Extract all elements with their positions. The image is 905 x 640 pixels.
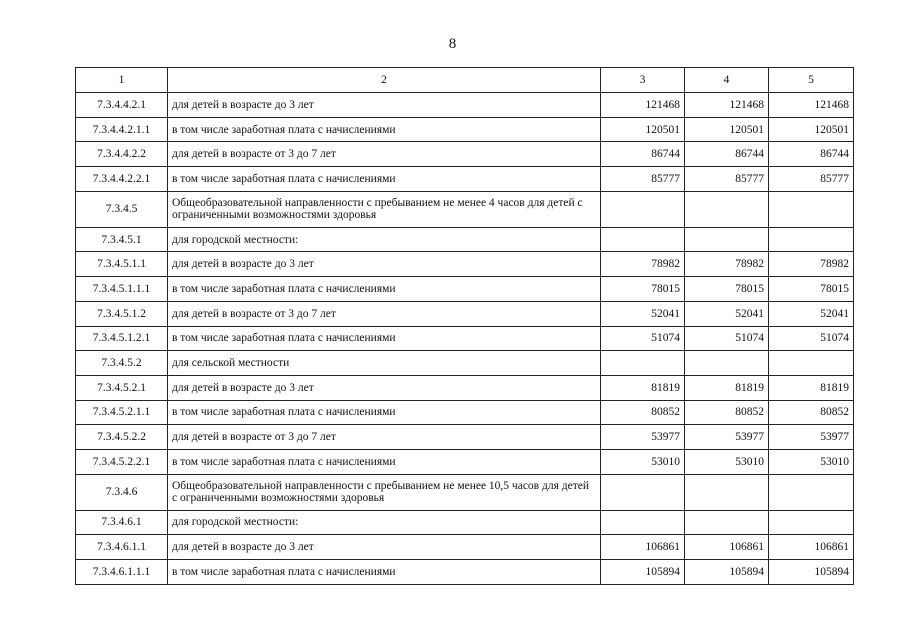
row-description: для городской местности: — [168, 227, 601, 252]
row-value-col-4: 86744 — [685, 142, 769, 167]
row-value-col-5: 80852 — [769, 400, 854, 425]
row-value-col-5 — [769, 191, 854, 227]
table-row — [76, 227, 854, 252]
row-value-col-5: 86744 — [769, 142, 854, 167]
header-col-4: 4 — [685, 68, 769, 93]
row-value-col-5 — [769, 510, 854, 535]
row-code: 7.3.4.5.1.1.1 — [76, 277, 168, 302]
row-value-col-5: 85777 — [769, 167, 854, 192]
row-value-col-5 — [769, 474, 854, 510]
table-row — [76, 375, 854, 400]
row-value-col-3: 105894 — [601, 560, 685, 585]
row-description: для детей в возрасте от 3 до 7 лет — [168, 425, 601, 450]
row-value-col-3: 78015 — [601, 277, 685, 302]
row-code: 7.3.4.6.1.1.1 — [76, 560, 168, 585]
row-value-col-4: 78015 — [685, 277, 769, 302]
table-row — [76, 449, 854, 474]
row-value-col-5: 53977 — [769, 425, 854, 450]
row-value-col-4: 53977 — [685, 425, 769, 450]
row-value-col-5: 78982 — [769, 252, 854, 277]
page-number: 8 — [448, 36, 457, 52]
row-value-col-4 — [685, 351, 769, 376]
row-value-col-3 — [601, 227, 685, 252]
row-value-col-3: 106861 — [601, 535, 685, 560]
header-col-5: 5 — [769, 68, 854, 93]
row-code: 7.3.4.5.2.2 — [76, 425, 168, 450]
table-row — [76, 510, 854, 535]
data-table — [75, 67, 854, 585]
row-value-col-4: 105894 — [685, 560, 769, 585]
row-code: 7.3.4.4.2.2.1 — [76, 167, 168, 192]
row-value-col-5: 105894 — [769, 560, 854, 585]
table-row — [76, 351, 854, 376]
row-description: для городской местности: — [168, 510, 601, 535]
row-code: 7.3.4.5.1.1 — [76, 252, 168, 277]
row-value-col-4: 51074 — [685, 326, 769, 351]
row-value-col-3 — [601, 510, 685, 535]
table-row — [76, 535, 854, 560]
table-row — [76, 252, 854, 277]
row-value-col-5: 121468 — [769, 93, 854, 118]
row-value-col-4 — [685, 474, 769, 510]
row-value-col-5 — [769, 227, 854, 252]
row-value-col-3: 81819 — [601, 375, 685, 400]
row-value-col-5 — [769, 351, 854, 376]
row-code: 7.3.4.6 — [76, 474, 168, 510]
table-row — [76, 191, 854, 227]
row-value-col-4: 120501 — [685, 117, 769, 142]
row-value-col-3: 121468 — [601, 93, 685, 118]
row-code: 7.3.4.5 — [76, 191, 168, 227]
row-code: 7.3.4.5.2 — [76, 351, 168, 376]
row-value-col-5: 106861 — [769, 535, 854, 560]
row-description: в том числе заработная плата с начислениями — [168, 326, 601, 351]
row-value-col-3 — [601, 191, 685, 227]
table-body — [76, 93, 854, 585]
row-value-col-5: 78015 — [769, 277, 854, 302]
row-value-col-5: 52041 — [769, 301, 854, 326]
header-col-3: 3 — [601, 68, 685, 93]
table-row — [76, 117, 854, 142]
row-value-col-4: 80852 — [685, 400, 769, 425]
row-value-col-3: 53977 — [601, 425, 685, 450]
row-description: для детей в возрасте до 3 лет — [168, 535, 601, 560]
row-value-col-5: 51074 — [769, 326, 854, 351]
table-row — [76, 425, 854, 450]
row-value-col-5: 53010 — [769, 449, 854, 474]
row-code: 7.3.4.5.1.2 — [76, 301, 168, 326]
row-value-col-3: 52041 — [601, 301, 685, 326]
row-description: Общеобразовательной направленности с пребыванием не менее 4 часов для детей с ограниченными возможностями здоровья — [168, 191, 601, 227]
row-value-col-4: 52041 — [685, 301, 769, 326]
row-value-col-3: 85777 — [601, 167, 685, 192]
row-code: 7.3.4.5.2.1.1 — [76, 400, 168, 425]
row-code: 7.3.4.4.2.1 — [76, 93, 168, 118]
row-description: для детей в возрасте до 3 лет — [168, 93, 601, 118]
table-row — [76, 474, 854, 510]
row-description: в том числе заработная плата с начислениями — [168, 277, 601, 302]
row-code: 7.3.4.4.2.2 — [76, 142, 168, 167]
row-description: Общеобразовательной направленности с пребыванием не менее 10,5 часов для детей с ограниченными возможностями здоровья — [168, 474, 601, 510]
row-description: в том числе заработная плата с начислениями — [168, 560, 601, 585]
table-row — [76, 142, 854, 167]
row-code: 7.3.4.5.1.2.1 — [76, 326, 168, 351]
row-value-col-3: 53010 — [601, 449, 685, 474]
row-value-col-5: 81819 — [769, 375, 854, 400]
row-value-col-3: 120501 — [601, 117, 685, 142]
header-col-2: 2 — [168, 68, 601, 93]
table-row — [76, 93, 854, 118]
row-value-col-4: 81819 — [685, 375, 769, 400]
row-description: для детей в возрасте до 3 лет — [168, 375, 601, 400]
row-value-col-4: 53010 — [685, 449, 769, 474]
row-value-col-4: 85777 — [685, 167, 769, 192]
row-value-col-4 — [685, 510, 769, 535]
table-row — [76, 326, 854, 351]
row-value-col-5: 120501 — [769, 117, 854, 142]
row-description: в том числе заработная плата с начислениями — [168, 167, 601, 192]
row-value-col-4: 106861 — [685, 535, 769, 560]
table-row — [76, 277, 854, 302]
row-description: для детей в возрасте до 3 лет — [168, 252, 601, 277]
header-col-1: 1 — [76, 68, 168, 93]
row-value-col-4: 121468 — [685, 93, 769, 118]
row-value-col-3: 78982 — [601, 252, 685, 277]
row-description: для сельской местности — [168, 351, 601, 376]
row-code: 7.3.4.5.2.2.1 — [76, 449, 168, 474]
row-value-col-4 — [685, 227, 769, 252]
row-description: в том числе заработная плата с начислениями — [168, 117, 601, 142]
table-row — [76, 400, 854, 425]
row-description: в том числе заработная плата с начислениями — [168, 449, 601, 474]
row-value-col-4 — [685, 191, 769, 227]
table-row — [76, 301, 854, 326]
row-value-col-4: 78982 — [685, 252, 769, 277]
row-description: для детей в возрасте от 3 до 7 лет — [168, 142, 601, 167]
row-code: 7.3.4.5.2.1 — [76, 375, 168, 400]
row-description: в том числе заработная плата с начислениями — [168, 400, 601, 425]
row-code: 7.3.4.6.1.1 — [76, 535, 168, 560]
row-code: 7.3.4.4.2.1.1 — [76, 117, 168, 142]
row-value-col-3: 80852 — [601, 400, 685, 425]
row-code: 7.3.4.6.1 — [76, 510, 168, 535]
row-value-col-3 — [601, 351, 685, 376]
table-row — [76, 167, 854, 192]
row-value-col-3: 51074 — [601, 326, 685, 351]
row-code: 7.3.4.5.1 — [76, 227, 168, 252]
row-value-col-3 — [601, 474, 685, 510]
table-header-row — [76, 68, 854, 93]
row-value-col-3: 86744 — [601, 142, 685, 167]
table-row — [76, 560, 854, 585]
row-description: для детей в возрасте от 3 до 7 лет — [168, 301, 601, 326]
